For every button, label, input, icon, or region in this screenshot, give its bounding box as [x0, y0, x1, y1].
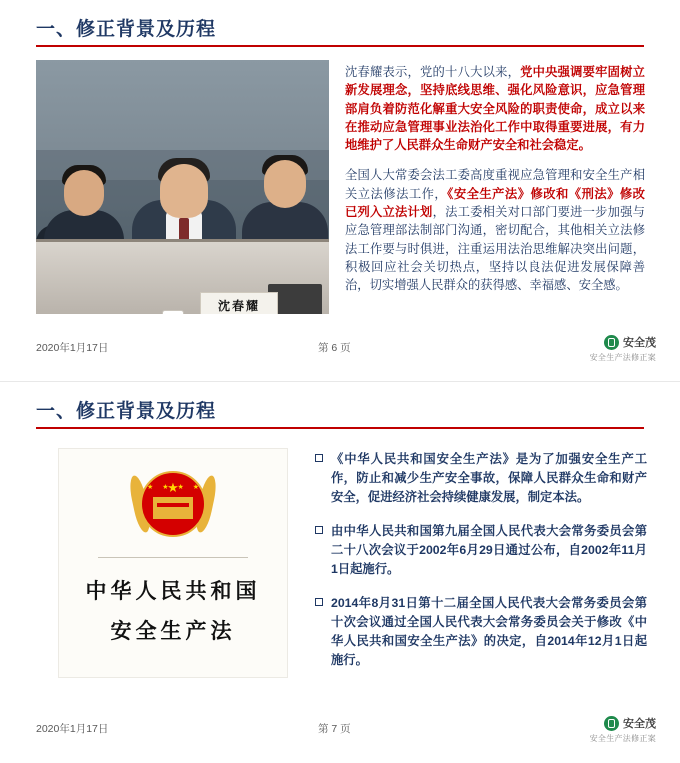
photo-person-right-head — [264, 160, 306, 208]
law-book-cover — [58, 448, 288, 678]
paragraph-1 — [345, 63, 645, 154]
national-emblem-icon — [129, 467, 217, 543]
list-item — [315, 594, 647, 670]
square-bullet-icon — [315, 598, 323, 606]
photo-person-left-head — [64, 170, 104, 216]
shield-logo-icon — [604, 335, 619, 350]
title-divider — [36, 427, 644, 429]
meeting-photo — [36, 60, 329, 314]
slide-7-bullet-list — [315, 450, 647, 685]
list-item-text: 《中华人民共和国安全生产法》是为了加强安全生产工作，防止和减少生产安全事故，保障人民群众生命和财产安全，促进经济社会持续健康发展，制定本法。 — [331, 452, 647, 504]
cover-title-line-1: 中华人民共和国 — [85, 579, 261, 603]
watermark — [536, 334, 656, 363]
paragraph-2-tail: ，法工委相关对口部门要进一步加强与应急管理部法制部门沟通，密切配合，其他相关立法修法工作要与时俱进，注重运用法治思维解决突出问题，积极回应社会关切热点，坚持以良法促进发展保障善治，切实增强人民群众的获得感、幸福感、安全感。 — [345, 205, 645, 293]
watermark — [536, 715, 656, 744]
watermark-subtitle: 安全生产法修正案 — [589, 734, 656, 743]
paragraph-2-lead: 全国人大常委会法工委高度重视应急管理和安全生产相关立法修法工作， — [345, 168, 645, 201]
list-item — [315, 450, 647, 507]
paragraph-2 — [345, 166, 645, 294]
photo-nameplate: 沈春耀 — [200, 292, 278, 314]
list-item — [315, 522, 647, 579]
title-divider — [36, 45, 644, 47]
photo-teacup — [162, 310, 184, 314]
watermark-name: 安全茂 — [623, 337, 656, 349]
footer-date: 2020年1月17日 — [36, 723, 109, 735]
slide-page-6 — [0, 0, 680, 381]
watermark-name: 安全茂 — [623, 718, 656, 730]
footer-page-number: 第 6 页 — [318, 342, 351, 354]
paragraph-1-highlight: 党中央强调要牢固树立新发展理念，坚持底线思维、强化风险意识，应急管理部肩负着防范化解重大安全风险的职责使命，成立以来在推动应急管理事业法治化工作中取得重要进展，有力地维护了人民群众生命财产安全和社会稳定。 — [345, 65, 645, 153]
watermark-subtitle: 安全生产法修正案 — [589, 353, 656, 362]
footer-date: 2020年1月17日 — [36, 342, 109, 354]
page-title: 一、修正背景及历程 — [36, 401, 217, 422]
photo-speaker-head — [160, 164, 208, 218]
paragraph-2-highlight: 《安全生产法》修改和《刑法》修改已列入立法计划 — [345, 186, 645, 220]
watermark-row — [536, 715, 656, 731]
emblem-small-stars: ★ ★ ★ ★ — [147, 484, 199, 491]
emblem-tiananmen — [153, 497, 193, 519]
watermark-row — [536, 334, 656, 350]
slide-page-7 — [0, 381, 680, 762]
paragraph-1-lead: 沈春耀表示，党的十八大以来， — [345, 65, 521, 79]
cover-divider — [98, 557, 248, 558]
emblem-big-star: ★ — [167, 480, 179, 495]
list-item-text: 2014年8月31日第十二届全国人民代表大会常务委员会第十次会议通过全国人民代表大会常务委员会关于修改《中华人民共和国安全生产法》的决定，自2014年12月1日起施行。 — [331, 596, 647, 667]
cover-title-line-2: 安全生产法 — [110, 619, 236, 643]
square-bullet-icon — [315, 454, 323, 462]
shield-logo-icon — [604, 716, 619, 731]
square-bullet-icon — [315, 526, 323, 534]
page-title: 一、修正背景及历程 — [36, 19, 217, 40]
slide-6-body — [345, 63, 645, 307]
footer-page-number: 第 7 页 — [318, 723, 351, 735]
list-item-text: 由中华人民共和国第九届全国人民代表大会常务委员会第二十八次会议于2002年6月29日通过公布，自2002年11月1日起施行。 — [331, 524, 647, 576]
